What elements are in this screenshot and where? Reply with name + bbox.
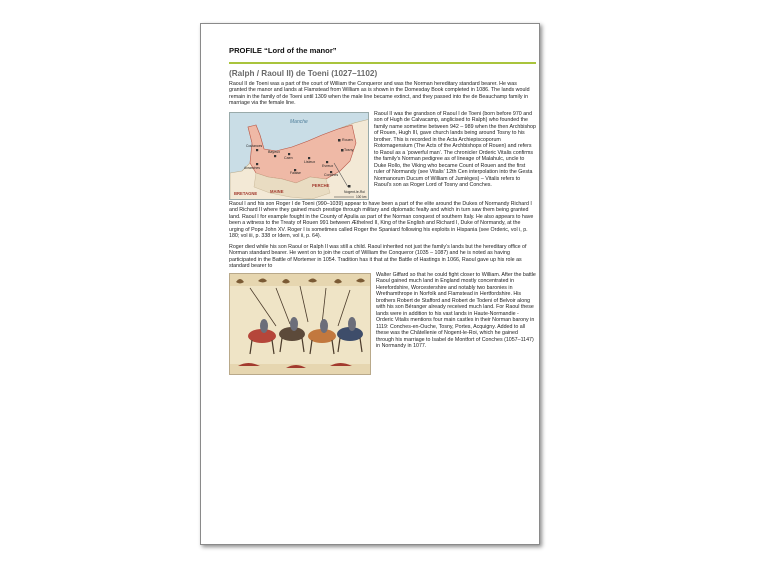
map-label-rouen: Rouen — [342, 137, 353, 142]
map-label-avranches: Avranches — [244, 165, 260, 170]
map-label-falaise: Falaise — [290, 170, 301, 175]
map-label-evreux: Evreux — [322, 163, 334, 168]
roger-paragraph: Raoul I and his son Roger I de Toeni (990–1039) appear to have been a part of the elite around the Dukes of Normandy Richard I and Richard II where they gained much prestige through military and diplomatic fealty and which in turn saw them being granted land. Raoul I for example fought in the County of Apulia as part of the Norman conquest of southern Italy. He also appears to have been a witness to the Treaty of Rouen 991 between Æthelred II, King of the English and Richard I, Duke of Normandy, at the urging of Pope John XV. Roger I is sometimes called Roger the Spaniard following his exploits in Hispania (see Orderic, vol i, p. 180; vol iii, p. 338 or Idem, vol ii, p. 64). — [229, 200, 534, 239]
tapestry-illustration — [230, 274, 371, 375]
bayeux-tapestry-image — [229, 273, 371, 375]
person-subtitle: (Ralph / Raoul II) de Toeni (1027–1102) — [229, 68, 378, 78]
title-rule — [229, 62, 536, 64]
intro-paragraph: Raoul II de Toeni was a part of the court of William the Conqueror and was the Norman hereditary standard bearer. He was granted the manor and lands at Flamstead from William as is shown in the Domesday Book completed in 1086. The lands would remain in the family of de Toeni until 1309 when the male line became extinct, and they passed into the de Beauchamp family in marriage via the female line. — [229, 80, 530, 106]
normandy-map — [230, 113, 369, 200]
hastings-paragraph: Roger died while his son Raoul or Ralph II was still a child. Raoul inherited not just the family’s lands but the hereditary office of Norman standard bearer. He went on to join the court of William the Conqueror (1035 – 1087) and he is noted as having participated in the Battle of Mortemer in 1054. Tradition has it that at the Battle of Hastings in 1066, Raoul gave up his role as standard bearer to — [229, 243, 527, 269]
map-label-caen: Caen — [284, 155, 293, 160]
map-label-coutances: Coutances — [246, 143, 263, 148]
lands-paragraph: Walter Giffard so that he could fight closer to William. After the battle Raoul gained much land in England mostly concentrated in Herefordshire, Worcestershire and notably two baronies in Wrethamthrope in Norfolk and Flamstead in Hertfordshire. His brothers Robert de Stafford and Robert de Todeni of Belvoir along with his son Béranger already received much land. For Raoul these lands were in addition to his vast lands in Haute-Normandie - Orderic Vitalis mentions four main castles in their Norman barony in 1119: Conches-en-Ouche, Tosny, Portes, Acquigny. Added to all these was the Châtellenie of Nogent-le-Roi, which he gained through his marriage to Isabel de Montfort of Conches (1057–1147) in Normandy in 1077. — [376, 271, 536, 349]
map-label-bayeux: Bayeux — [268, 149, 280, 154]
map-label-tosny: Tosny — [344, 147, 354, 152]
map-scale-label: 100 km — [356, 194, 367, 199]
map-label-maine: MAINE — [270, 188, 284, 194]
document-page — [200, 23, 540, 545]
map-label-bretagne: BRETAGNE — [234, 190, 258, 196]
map-label-conches: Conches — [324, 172, 339, 177]
profile-title: PROFILE “Lord of the manor” — [229, 46, 337, 55]
map-label-nogent: Nogent-le-Roi — [344, 189, 365, 194]
map-label-lisieux: Lisieux — [304, 159, 316, 164]
map-label-perche: PERCHE — [312, 182, 330, 188]
sea-label: Manche — [290, 118, 308, 125]
normandy-map-figure — [229, 112, 369, 200]
page-content — [229, 46, 536, 376]
ancestry-paragraph: Raoul II was the grandson of Raoul I de Toeni (born before 970 and son of Hugh de Calvacamp, anglicised to Ralph) who founded the family name sometime between 942 – 989 when the then Archbishop of Rouen, Hugh III, gave church lands being around Tosny to his brother. This is recorded in the Acta Archiepiscoporum Rotomagensium (The Acts of the Archbishops of Rouen) and refers to Raoul as a ‘powerful man’. The chronicler Orderic Vitalis confirms the family’s Norman pedigree as of lineage of Malahulc, uncle to Duke Rollo, the Viking who became Count of Rouen and the first ruler of Normandy (see Vitalis’ 12th Cen interpolation into the Gesta Normanorum Ducum of William of Jumièges) – Vitalis refers to Raoul’s son as Roger Lord of Tosny and Conches. — [374, 110, 536, 188]
